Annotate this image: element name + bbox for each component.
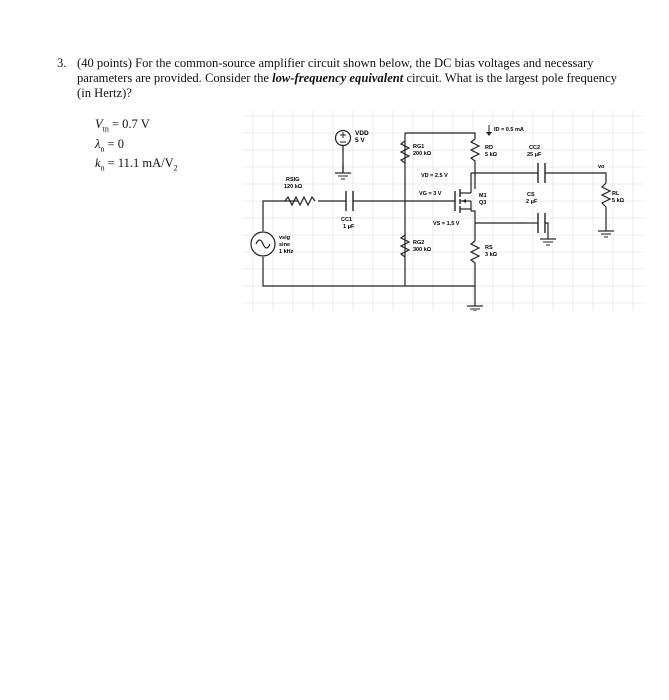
cs-name: CS [527, 192, 535, 198]
vdd-value: 5 V [355, 137, 365, 144]
vtn-value: = 0.7 V [108, 117, 150, 131]
rg2-name: RG2 [413, 240, 425, 246]
question-outro: circuit. What is the largest pole frequency (in Hertz)? [77, 71, 617, 100]
rs-value: 3 kΩ [485, 252, 498, 258]
param-kn [95, 156, 178, 176]
vs-label: VS = 1.5 V [433, 221, 460, 227]
vo-label: vo [598, 164, 605, 170]
lambda-subscript: n [100, 144, 105, 153]
circuit-schematic [243, 111, 643, 311]
cs-value: 2 μF [526, 199, 538, 205]
rs-name: RS [485, 245, 493, 251]
cc1-name: CC1 [341, 217, 353, 223]
cc1-capacitor [341, 191, 355, 230]
rg2-resistor [401, 235, 432, 257]
lambda-value: = 0 [104, 136, 124, 151]
ground-symbols [467, 306, 483, 311]
rg1-value: 200 kΩ [413, 151, 432, 157]
id-label: ID = 0.5 mA [494, 127, 524, 133]
kn-symbol: k [95, 156, 101, 170]
cc1-value: 1 μF [343, 224, 355, 230]
rd-name: RD [485, 145, 493, 151]
rg1-name: RG1 [413, 144, 425, 150]
kn-value: = 11.1 mA/V [104, 156, 174, 170]
rs-resistor [471, 241, 498, 266]
vtn-symbol: V [95, 117, 103, 131]
device-parameters [95, 117, 178, 176]
cc2-value: 25 μF [527, 152, 542, 158]
vsig-name: vsig [279, 235, 291, 241]
cc2-capacitor [527, 145, 545, 183]
vsig-type: sine [279, 242, 291, 248]
schematic-grid [243, 111, 643, 311]
rl-resistor [598, 164, 625, 237]
mosfet-m1 [455, 173, 487, 213]
kn-exponent: 2 [173, 163, 178, 173]
question-emphasis: low-frequency equivalent [272, 71, 404, 85]
rl-name: RL [612, 191, 620, 197]
kn-subscript: n [100, 163, 105, 173]
rsig-value: 120 kΩ [284, 184, 303, 190]
vd-label: VD = 2.5 V [421, 173, 448, 179]
rg1-resistor [401, 141, 432, 163]
rd-value: 5 kΩ [485, 152, 498, 158]
circuit-wires [263, 133, 606, 306]
vdd-source [335, 130, 369, 179]
cs-capacitor [526, 192, 556, 245]
param-lambda [95, 137, 178, 157]
vtn-subscript: tn [102, 124, 109, 134]
vsig-source [251, 232, 294, 256]
rsig-name: RSIG [286, 177, 300, 183]
vdd-name: VDD [355, 130, 369, 137]
vg-label: VG = 3 V [419, 191, 442, 197]
rl-value: 5 kΩ [612, 198, 625, 204]
question-intro: (40 points) For the common-source amplifier circuit shown below, the DC bias voltages and necessary parameters are provided. Consider the [77, 56, 594, 85]
param-vtn [95, 117, 178, 137]
lambda-symbol: λ [95, 136, 101, 151]
cc2-name: CC2 [529, 145, 541, 151]
m1-sub: Q3 [479, 200, 487, 206]
question-number: 3. [57, 56, 67, 70]
question-text [77, 56, 617, 101]
m1-name: M1 [479, 193, 487, 199]
vsig-freq: 1 kHz [279, 249, 294, 255]
rg2-value: 300 kΩ [413, 247, 432, 253]
rd-resistor [471, 139, 498, 173]
